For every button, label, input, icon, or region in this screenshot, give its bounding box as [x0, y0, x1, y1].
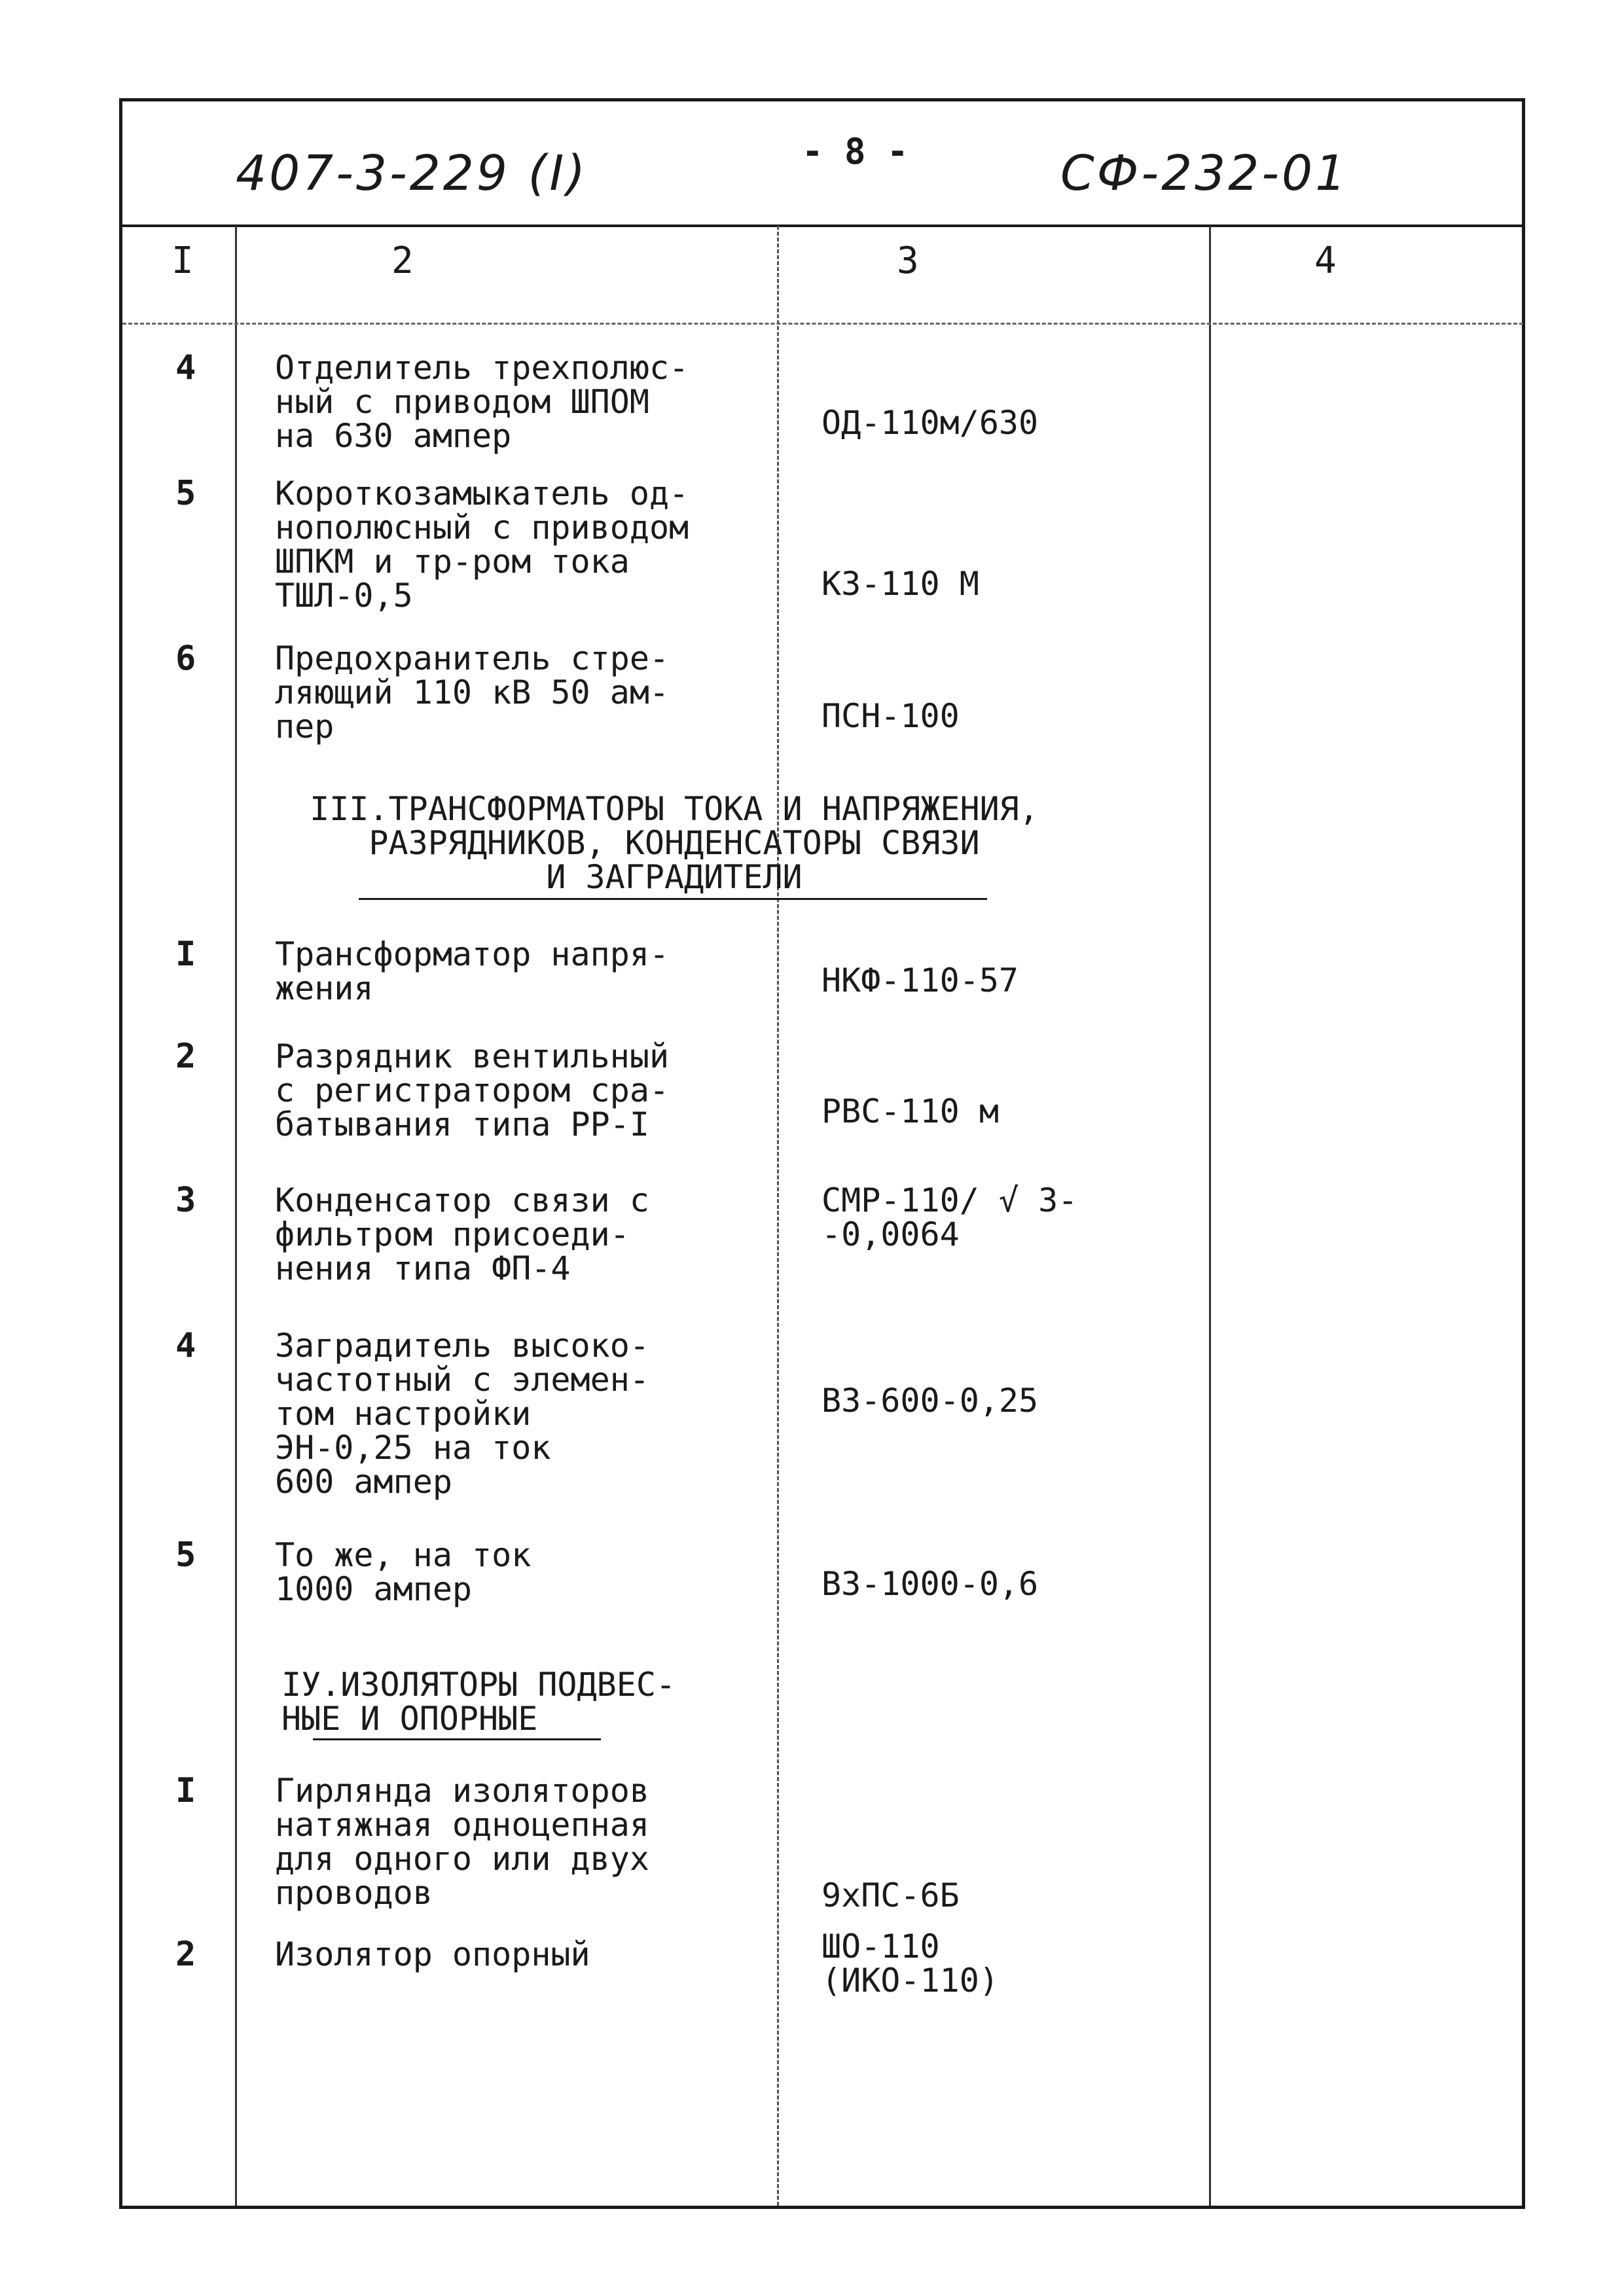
- row-number: 3: [175, 1181, 196, 1220]
- row-type: СМР-110/ √ 3- -0,0064: [821, 1181, 1078, 1253]
- row-type: ШО-110 (ИКО-110): [821, 1928, 999, 2000]
- column-divider-1: [235, 226, 237, 2206]
- row-type: НКФ-110-57: [821, 961, 1019, 999]
- row-description: Разрядник вентильный с регистратором сра- батывания типа РР-I: [275, 1037, 670, 1143]
- row-number: 4: [175, 348, 196, 387]
- row-description: Короткозамыкатель од- нополюсный с приводом ШПКМ и тр-ром тока ТШЛ-0,5: [275, 475, 689, 615]
- row-description: То же, на ток 1000 ампер: [275, 1536, 532, 1608]
- row-number: I: [175, 1771, 196, 1810]
- row-type: РВС-110 м: [821, 1092, 999, 1130]
- column-header-divider: [122, 323, 1523, 325]
- row-description: Предохранитель стре- ляющий 110 кВ 50 ам- пер: [275, 639, 670, 745]
- row-number: 6: [175, 639, 196, 678]
- section-underline: [313, 1738, 601, 1740]
- page-number: - 8 -: [802, 131, 909, 172]
- column-header-2: 2: [391, 240, 414, 282]
- row-type: ВЗ-600-0,25: [821, 1382, 1039, 1420]
- row-description: Отделитель трехполюс- ный с приводом ШПОМ на 630 ампер: [275, 349, 689, 455]
- section-title-4: IУ.ИЗОЛЯТОРЫ ПОДВЕС- НЫЕ И ОПОРНЫЕ: [281, 1666, 676, 1738]
- row-type: ПСН-100: [821, 697, 960, 735]
- row-type: КЗ-110 М: [821, 565, 979, 603]
- row-type: ОД-110м/630: [821, 404, 1039, 442]
- row-description: Трансформатор напря- жения: [275, 935, 670, 1007]
- section-underline: [359, 898, 987, 900]
- row-type: ВЗ-1000-0,6: [821, 1565, 1039, 1603]
- column-header-3: 3: [897, 240, 919, 282]
- column-header-1: I: [171, 240, 194, 282]
- column-divider-2: [777, 226, 779, 2206]
- row-number: 2: [175, 1037, 196, 1076]
- row-description: Изолятор опорный: [275, 1935, 590, 1973]
- row-number: 4: [175, 1326, 196, 1365]
- row-description: Конденсатор связи с фильтром присоеди- нения типа ФП-4: [275, 1181, 649, 1287]
- row-number: 2: [175, 1935, 196, 1974]
- column-header-4: 4: [1314, 240, 1337, 282]
- header-divider: [122, 224, 1522, 227]
- row-number: 5: [175, 474, 196, 513]
- row-number: 5: [175, 1535, 196, 1575]
- row-description: Заградитель высоко- частотный с элемен- том настройки ЭН-0,25 на ток 600 ампер: [275, 1327, 649, 1501]
- section-title-3: III.ТРАНСФОРМАТОРЫ ТОКА И НАПРЯЖЕНИЯ, РАЗРЯДНИКОВ, КОНДЕНСАТОРЫ СВЯЗИ И ЗАГРАДИТЕЛИ: [310, 790, 1039, 896]
- column-divider-3: [1209, 226, 1211, 2206]
- document-code: 407-3-229 (I): [236, 145, 588, 202]
- row-type: 9хПС-6Б: [821, 1876, 960, 1914]
- sheet-code: СФ-232-01: [1060, 145, 1349, 202]
- row-number: I: [175, 935, 196, 974]
- row-description: Гирлянда изоляторов натяжная одноцепная для одного или двух проводов: [275, 1772, 649, 1912]
